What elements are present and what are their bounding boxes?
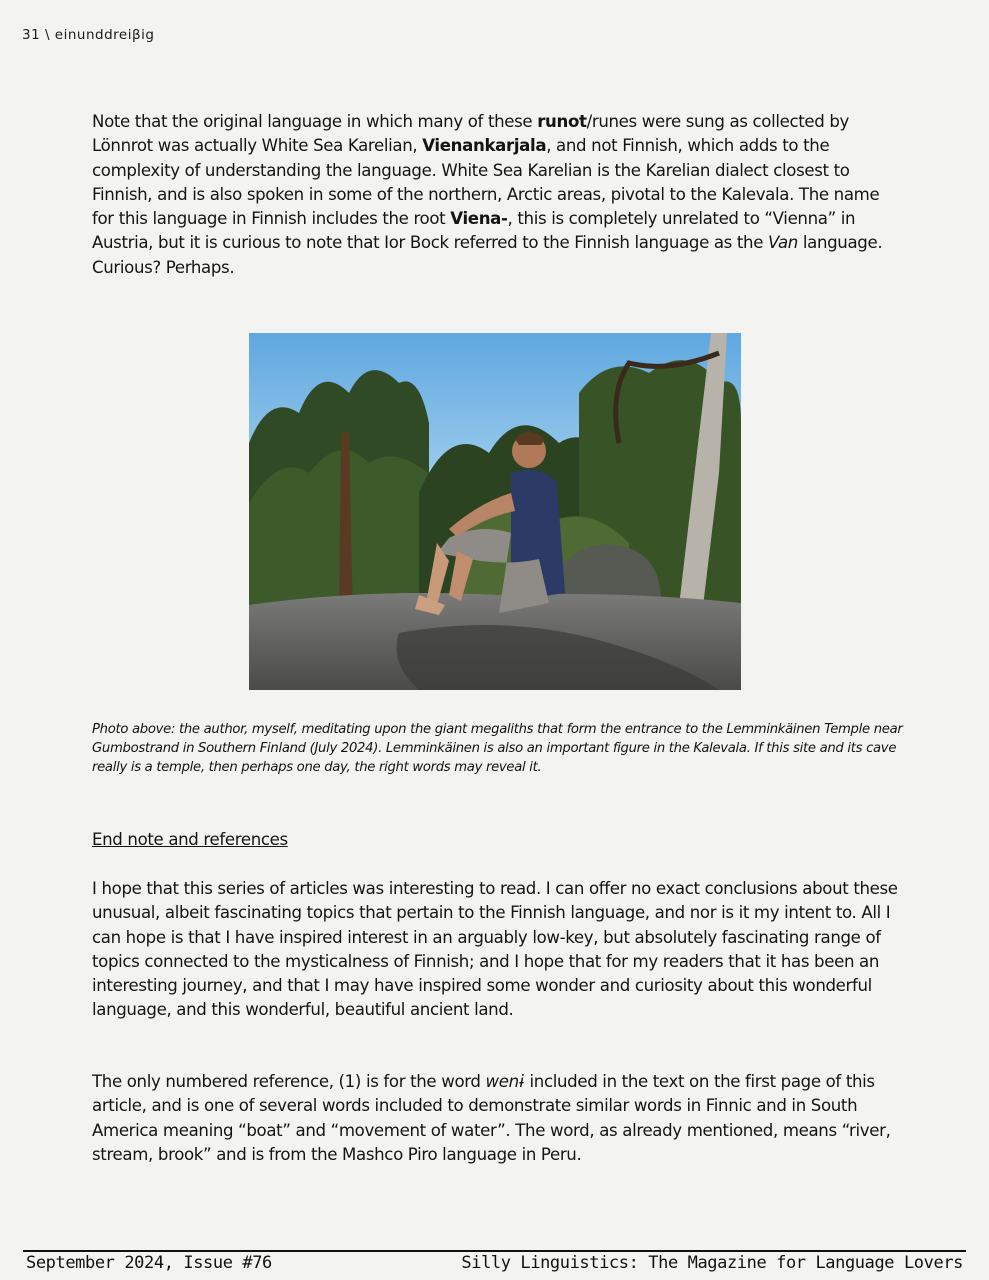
footer-rule: [23, 1250, 966, 1252]
page-number: 31 \ einunddreiβig: [22, 27, 155, 43]
footer-issue: September 2024, Issue #76: [26, 1253, 272, 1273]
term-van: Van: [768, 233, 798, 253]
intro-paragraph: Note that the original language in which many of these runot/runes were sung as collected by Lönnrot was actually White Sea Karelian, Vienankarjala, and not Finnish, which adds to the complexity of understanding the language. White Sea Karelian is the Karelian dialect closest to Finnish, and is also spoken in some of the northern, Arctic areas, pivotal to the Kalevala. The name for this language in Finnish includes the root Viena-, this is completely unrelated to “Vienna” in Austria, but it is curious to note that Ior Bock referred to the Finnish language as the Van language. Curious? Perhaps.: [92, 112, 883, 277]
term-vienankarjala: Vienankarjala: [422, 136, 547, 156]
section-heading: End note and references: [92, 830, 288, 849]
term-runot: runot: [537, 112, 587, 131]
footer: [26, 1253, 963, 1273]
term-viena: Viena-: [450, 209, 508, 229]
footer-magazine-title: Silly Linguistics: The Magazine for Language Lovers: [461, 1253, 963, 1273]
author-photo: [249, 333, 741, 690]
reference-paragraph: The only numbered reference, (1) is for the word wenɨ included in the text on the first page of this article, and is one of several words included to demonstrate similar words in Finnic and in South America meaning “boat” and “movement of water”. The word, as already mentioned, means “river, stream, brook” and is from the Mashco Piro language in Peru.: [92, 1072, 891, 1164]
endnote-paragraph: I hope that this series of articles was interesting to read. I can offer no exact conclusions about these unusual, albeit fascinating topics that pertain to the Finnish language, and nor is it my intent to. All I can hope is that I have inspired interest in an arguably low-key, but absolutely fascinating range of topics connected to the mysticalness of Finnish; and I hope that for my readers that it has been an interesting journey, and that I may have inspired some wonder and curiosity about this wonderful language, and this wonderful, beautiful ancient land.: [92, 879, 898, 1020]
photo-caption: Photo above: the author, myself, meditating upon the giant megaliths that form the entrance to the Lemminkäinen Temple near Gumbostrand in Southern Finland (July 2024). Lemminkäinen is also an important figure in the Kalevala. If this site and its cave really is a temple, then perhaps one day, the right words may reveal it.: [92, 722, 903, 776]
term-weni: wenɨ: [485, 1072, 525, 1091]
